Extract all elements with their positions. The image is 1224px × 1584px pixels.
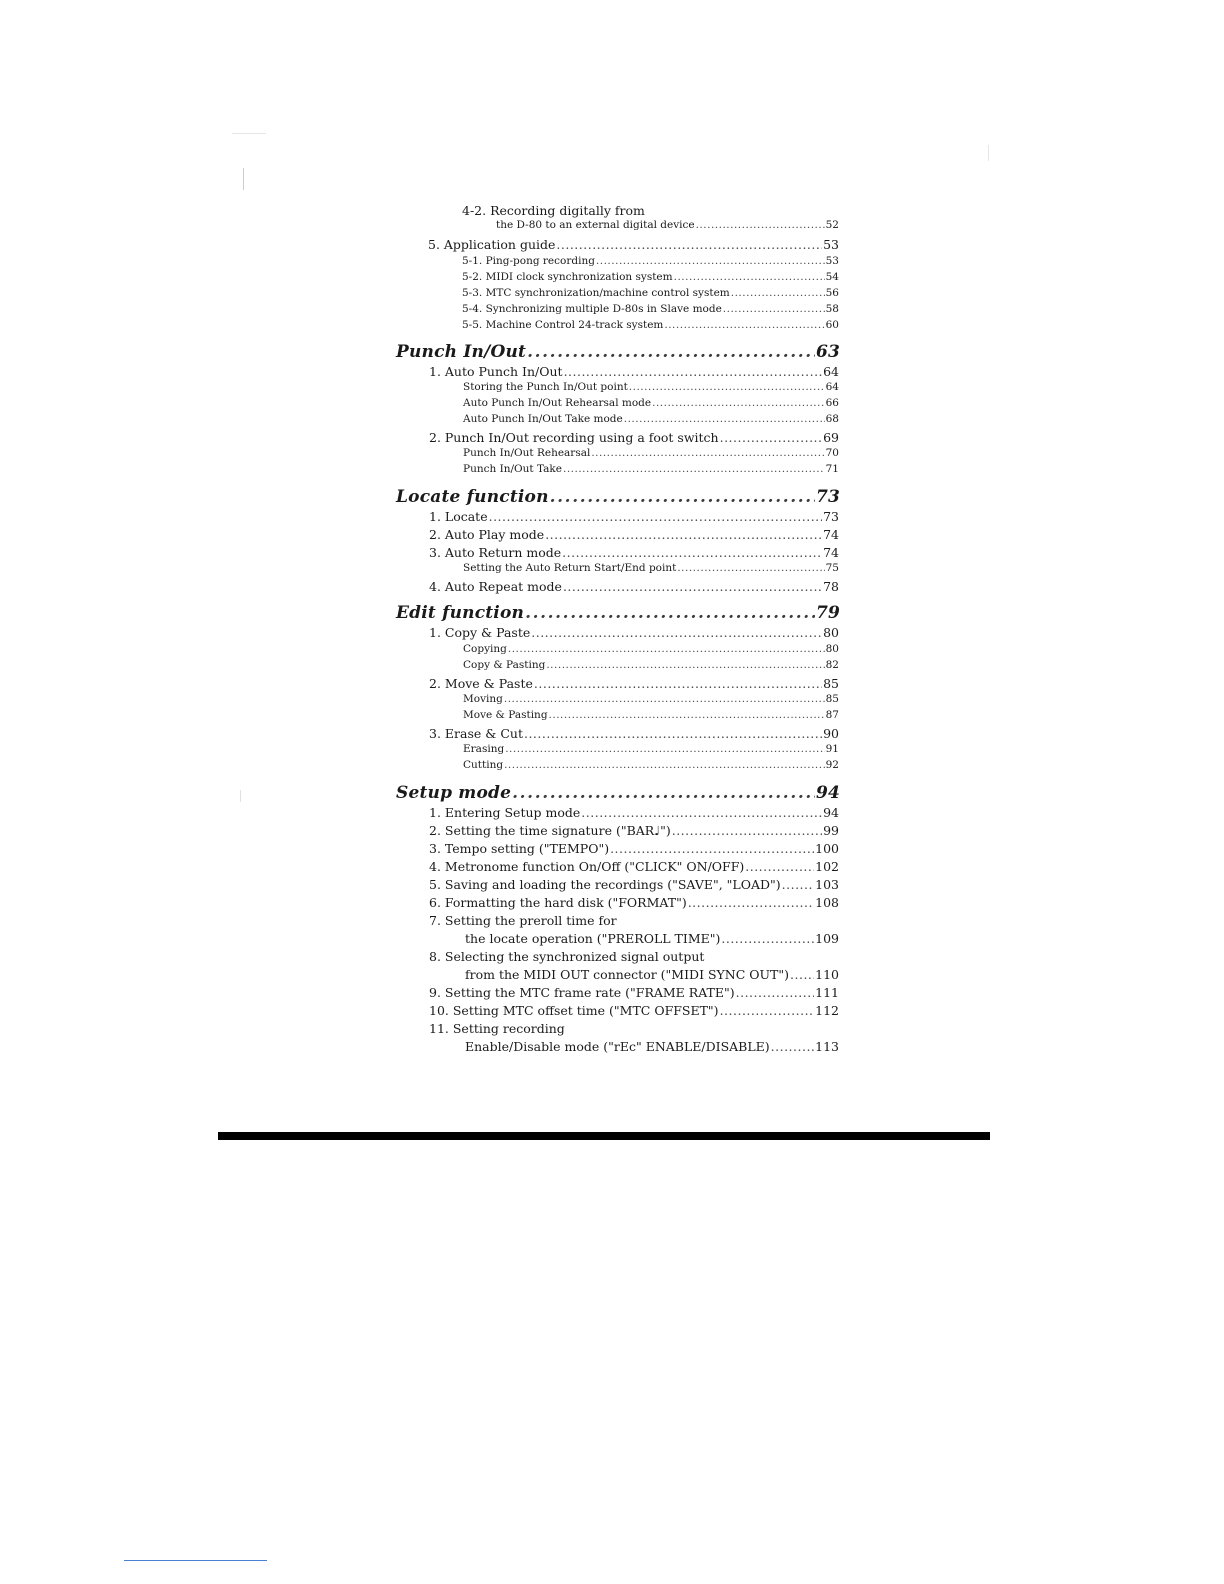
toc-entry [429,726,839,741]
dot-leader [610,841,814,856]
dot-leader [564,364,823,379]
page-number: 53 [825,255,839,267]
entry-label: Moving [463,693,503,705]
entry-label: Storing the Punch In/Out point [463,381,628,393]
dot-leader [771,1039,814,1054]
page-number: 64 [823,364,839,379]
entry-label: Copying [463,643,507,655]
page-number: 69 [823,430,839,445]
toc-entry [465,1039,839,1054]
page-number: 70 [825,447,839,459]
dot-leader [629,381,825,393]
dot-leader [745,859,814,874]
dot-leader [731,287,825,299]
entry-label: Cutting [463,759,504,771]
dot-leader [534,676,822,691]
dot-leader [525,603,815,623]
dot-leader [782,877,814,892]
toc-entry [429,1003,839,1018]
toc-entry [463,447,839,459]
page-number: 102 [815,859,839,874]
toc-entry [429,579,839,594]
dot-leader [556,237,822,252]
page-number: 53 [823,237,839,252]
footer-underline [124,1560,267,1561]
page-number: 103 [815,877,839,892]
entry-label: 5. Application guide [428,237,556,252]
toc-entry [462,271,839,283]
entry-label: Auto Punch In/Out Take mode [463,413,623,425]
page-number: 85 [823,676,839,691]
page-number: 66 [825,397,839,409]
entry-label: 3. Tempo setting ("TEMPO") [429,841,610,856]
page-number: 99 [823,823,839,838]
entry-label: 1. Auto Punch In/Out [429,364,563,379]
bottom-rule [218,1132,990,1140]
page-number: 112 [815,1003,839,1018]
section-title: Punch In/Out [396,342,527,362]
toc-entry [463,709,839,721]
dot-leader [720,1003,815,1018]
toc-entry [429,509,839,524]
page-number: 108 [815,895,839,910]
toc-entry [429,949,704,964]
entry-label: 9. Setting the MTC frame rate ("FRAME RATE") [429,985,735,1000]
entry-label: 4. Metronome function On/Off ("CLICK" ON/OFF) [429,859,745,874]
section-page-number: 73 [815,487,840,507]
scan-mark [243,168,244,190]
scan-mark [232,133,266,134]
section-heading [396,783,840,803]
toc-entry [429,430,839,445]
dot-leader [664,319,824,331]
page-number: 75 [825,562,839,574]
dot-leader [508,643,825,655]
page-number: 80 [825,643,839,655]
toc-entry [429,805,839,820]
page-number: 73 [823,509,839,524]
entry-label: 3. Auto Return mode [429,545,562,560]
dot-leader [563,463,825,475]
dot-leader [550,487,815,507]
toc-entry [462,203,645,218]
page-number: 74 [823,527,839,542]
toc-entry [463,743,839,755]
toc-entry [496,219,839,231]
entry-label: 7. Setting the preroll time for [429,913,617,928]
page-number: 87 [825,709,839,721]
toc-entry [463,381,839,393]
toc-entry [429,676,839,691]
entry-label: Copy & Pasting [463,659,546,671]
entry-label: 2. Auto Play mode [429,527,545,542]
section-title: Locate function [396,487,549,507]
toc-entry [463,759,839,771]
entry-label: 2. Move & Paste [429,676,533,691]
dot-leader [549,709,825,721]
toc-entry [462,287,839,299]
dot-leader [696,219,825,231]
entry-label: 4. Auto Repeat mode [429,579,562,594]
page-number: 80 [823,625,839,640]
entry-label: 5-2. MIDI clock synchronization system [462,271,673,283]
toc-entry [429,841,839,856]
entry-label: 1. Locate [429,509,488,524]
toc-entry [429,545,839,560]
page-number: 78 [823,579,839,594]
section-title: Setup mode [396,783,512,803]
page-number: 94 [823,805,839,820]
toc-entry [429,1021,565,1036]
dot-leader [688,895,814,910]
toc-entry [463,397,839,409]
dot-leader [674,271,825,283]
page-number: 109 [815,931,839,946]
entry-label: 8. Selecting the synchronized signal output [429,949,705,964]
entry-label: 5-1. Ping-pong recording [462,255,595,267]
entry-label: Move & Pasting [463,709,548,721]
entry-label: 1. Entering Setup mode [429,805,581,820]
dot-leader [562,545,822,560]
section-page-number: 94 [815,783,840,803]
page-number: 60 [825,319,839,331]
toc-entry [462,319,839,331]
toc-entry [429,823,839,838]
dot-leader [504,693,825,705]
dot-leader [591,447,824,459]
dot-leader [504,759,825,771]
page-number: 100 [815,841,839,856]
dot-leader [524,726,822,741]
dot-leader [723,303,825,315]
entry-label: 4-2. Recording digitally from [462,203,645,218]
dot-leader [581,805,822,820]
page-number: 111 [815,985,839,1000]
toc-entry [429,877,839,892]
entry-label: Punch In/Out Rehearsal [463,447,591,459]
page-number: 82 [825,659,839,671]
page-number: 110 [815,967,839,982]
page-number: 113 [815,1039,839,1054]
entry-label: from the MIDI OUT connector ("MIDI SYNC OUT") [465,967,790,982]
toc-entry [463,562,839,574]
entry-label: 10. Setting MTC offset time ("MTC OFFSET") [429,1003,719,1018]
page-number: 74 [823,545,839,560]
entry-label: 5-4. Synchronizing multiple D-80s in Slave mode [462,303,722,315]
toc-entry [429,859,839,874]
dot-leader [545,527,822,542]
page-number: 85 [825,693,839,705]
entry-label: 5-5. Machine Control 24-track system [462,319,664,331]
page-number: 64 [825,381,839,393]
entry-label: 6. Formatting the hard disk ("FORMAT") [429,895,687,910]
section-page-number: 79 [815,603,840,623]
page-number: 68 [825,413,839,425]
toc-entry [429,895,839,910]
entry-label: Auto Punch In/Out Rehearsal mode [463,397,652,409]
dot-leader [790,967,814,982]
dot-leader [563,579,822,594]
dot-leader [527,342,815,362]
entry-label: 2. Setting the time signature ("BAR♩") [429,823,671,838]
dot-leader [596,255,825,267]
toc-entry [429,364,839,379]
dot-leader [505,743,824,755]
page-number: 58 [825,303,839,315]
entry-label: 1. Copy & Paste [429,625,531,640]
toc-entry [463,463,839,475]
toc-entry [429,913,617,928]
dot-leader [546,659,824,671]
section-heading [396,342,840,362]
entry-label: Punch In/Out Take [463,463,562,475]
dot-leader [677,562,824,574]
dot-leader [624,413,825,425]
toc-entry [429,985,839,1000]
toc-entry [463,659,839,671]
page-number: 91 [825,743,839,755]
entry-label: Erasing [463,743,505,755]
page-number: 71 [825,463,839,475]
toc-entry [462,255,839,267]
dot-leader [652,397,825,409]
toc-entry [463,693,839,705]
toc-entry [428,237,839,252]
dot-leader [721,931,814,946]
dot-leader [489,509,822,524]
entry-label: Setting the Auto Return Start/End point [463,562,677,574]
toc-entry [465,967,839,982]
section-heading [396,487,840,507]
scan-mark [240,790,241,802]
section-heading [396,603,840,623]
toc-entry [463,643,839,655]
page-number: 90 [823,726,839,741]
dot-leader [736,985,815,1000]
entry-label: Enable/Disable mode ("rEc" ENABLE/DISABLE) [465,1039,770,1054]
entry-label: 3. Erase & Cut [429,726,523,741]
toc-entry [429,625,839,640]
page-number: 52 [825,219,839,231]
entry-label: 5-3. MTC synchronization/machine control system [462,287,730,299]
toc-entry [463,413,839,425]
dot-leader [531,625,822,640]
toc-entry [462,303,839,315]
entry-label: 11. Setting recording [429,1021,565,1036]
entry-label: the D-80 to an external digital device [496,219,695,231]
dot-leader [720,430,822,445]
section-title: Edit function [396,603,525,623]
entry-label: 5. Saving and loading the recordings ("SAVE", "LOAD") [429,877,781,892]
page-number: 92 [825,759,839,771]
page-number: 54 [825,271,839,283]
dot-leader [672,823,822,838]
section-page-number: 63 [815,342,840,362]
toc-entry [429,527,839,542]
toc-entry [465,931,839,946]
page-number: 56 [825,287,839,299]
entry-label: 2. Punch In/Out recording using a foot switch [429,430,719,445]
scan-mark [988,145,989,161]
dot-leader [512,783,815,803]
entry-label: the locate operation ("PREROLL TIME") [465,931,721,946]
